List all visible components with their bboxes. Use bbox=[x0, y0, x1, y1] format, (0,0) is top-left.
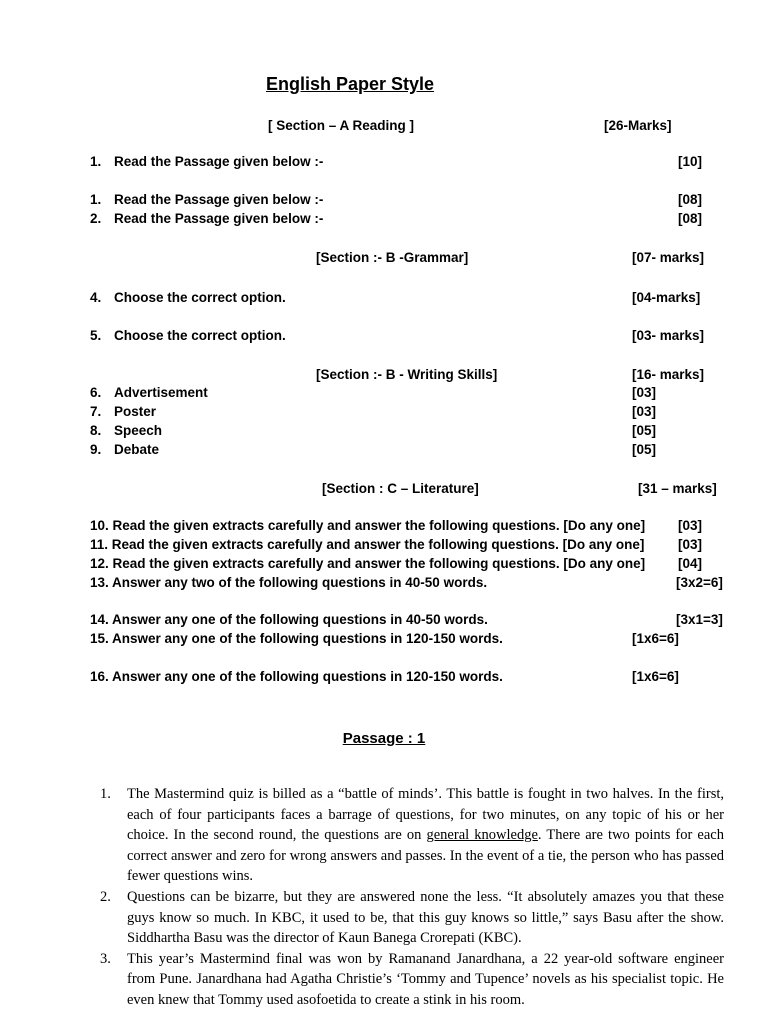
question-number: 13. bbox=[90, 575, 109, 590]
paragraph-number: 1. bbox=[100, 786, 111, 802]
passage-paragraph bbox=[100, 949, 724, 1011]
question-marks: [05] bbox=[632, 442, 657, 457]
question-marks: [1x6=6] bbox=[632, 631, 679, 646]
question-number: 15. bbox=[90, 631, 109, 646]
question-marks: [03] bbox=[632, 385, 657, 400]
paragraph-text: Questions can be bizarre, but they are answered none the less. “It absolutely amazes you that these guys know so much. In KBC, it used to be, that this guy knows so little,” says Basu after the show. Siddhartha Basu was the director of Kaun Banega Crorepati (KBC). bbox=[127, 888, 724, 947]
question-number: 5. bbox=[90, 328, 102, 343]
question-number: 8. bbox=[90, 423, 102, 438]
question-marks: [04] bbox=[678, 556, 703, 571]
passage-paragraph bbox=[100, 784, 724, 887]
question-number: 1. bbox=[90, 154, 102, 169]
question-number: 14. bbox=[90, 612, 109, 627]
question-text: Read the Passage given below :- bbox=[114, 192, 324, 207]
question-text: Poster bbox=[114, 404, 157, 419]
question-text: Debate bbox=[114, 442, 160, 457]
section-c-marks: [31 – marks] bbox=[638, 481, 717, 496]
question-text: Read the given extracts carefully and answer the following questions. [Do any one] bbox=[111, 537, 645, 552]
question-item bbox=[90, 421, 162, 440]
question-item bbox=[90, 402, 156, 421]
paragraph-text bbox=[127, 784, 724, 887]
paragraph-number: 2. bbox=[100, 888, 111, 905]
section-c-heading: [Section : C – Literature] bbox=[322, 481, 479, 496]
question-item bbox=[90, 326, 286, 345]
question-marks: [10] bbox=[678, 154, 703, 169]
question-number: 1. bbox=[90, 192, 102, 207]
paragraph-number: 3. bbox=[100, 950, 111, 967]
question-marks: [03] bbox=[678, 518, 703, 533]
question-item bbox=[90, 152, 323, 171]
passage-title: Passage : 1 bbox=[342, 730, 426, 747]
paragraph-text-part: The Mastermind quiz is billed as a “battle of minds’. This battle is fought in two halves. In the first, each of four participants faces a barrage of questions, for two minutes, on any topic of his or her choice. In the second round, the questions are on bbox=[127, 786, 724, 844]
question-marks: [3x2=6] bbox=[676, 575, 723, 590]
question-number: 2. bbox=[90, 211, 102, 226]
question-item bbox=[90, 554, 645, 573]
underlined-phrase: general knowledge bbox=[426, 827, 538, 844]
section-a-heading: [ Section – A Reading ] bbox=[268, 118, 415, 133]
question-marks: [08] bbox=[678, 192, 703, 207]
question-text: Answer any one of the following questions in 40-50 words. bbox=[112, 612, 488, 627]
passage-body bbox=[100, 784, 724, 1011]
question-text: Answer any two of the following questions in 40-50 words. bbox=[112, 575, 488, 590]
question-marks: [03] bbox=[678, 537, 703, 552]
question-item bbox=[90, 573, 487, 592]
question-item bbox=[90, 516, 645, 535]
question-text: Choose the correct option. bbox=[114, 328, 286, 343]
question-number: 4. bbox=[90, 290, 102, 305]
section-b-grammar-marks: [07- marks] bbox=[632, 250, 705, 265]
question-number: 7. bbox=[90, 404, 102, 419]
question-number: 11. bbox=[90, 537, 109, 552]
passage-paragraph bbox=[100, 887, 724, 949]
question-text: Advertisement bbox=[114, 385, 208, 400]
question-number: 10. bbox=[90, 518, 109, 533]
question-marks: [04-marks] bbox=[632, 290, 701, 305]
question-item bbox=[90, 209, 323, 228]
question-marks: [3x1=3] bbox=[676, 612, 723, 627]
section-a-marks: [26-Marks] bbox=[604, 118, 672, 133]
paragraph-text-part: . There are two points for each correct answer and zero for wrong answers and passes. In the event of a tie, the person who has passed fewer questions wins. bbox=[127, 827, 724, 885]
question-item bbox=[90, 288, 286, 307]
question-item bbox=[90, 629, 503, 648]
question-text: Read the given extracts carefully and answer the following questions. [Do any one] bbox=[112, 556, 646, 571]
question-number: 12. bbox=[90, 556, 109, 571]
section-b-writing-marks: [16- marks] bbox=[632, 367, 705, 382]
question-text: Answer any one of the following questions in 120-150 words. bbox=[112, 631, 503, 646]
question-marks: [03] bbox=[632, 404, 657, 419]
question-marks: [1x6=6] bbox=[632, 669, 679, 684]
question-number: 9. bbox=[90, 442, 102, 457]
question-marks: [08] bbox=[678, 211, 703, 226]
question-text: Choose the correct option. bbox=[114, 290, 286, 305]
question-text: Read the given extracts carefully and answer the following questions. [Do any one] bbox=[112, 518, 646, 533]
section-b-grammar-heading: [Section :- B -Grammar] bbox=[316, 250, 469, 265]
question-item bbox=[90, 667, 503, 686]
question-text: Answer any one of the following questions in 120-150 words. bbox=[112, 669, 503, 684]
question-marks: [05] bbox=[632, 423, 657, 438]
section-b-writing-heading: [Section :- B - Writing Skills] bbox=[316, 367, 498, 382]
question-text: Read the Passage given below :- bbox=[114, 211, 324, 226]
question-text: Speech bbox=[114, 423, 163, 438]
question-item bbox=[90, 383, 208, 402]
question-text: Read the Passage given below :- bbox=[114, 154, 324, 169]
question-marks: [03- marks] bbox=[632, 328, 705, 343]
question-item bbox=[90, 610, 488, 629]
paper-title: English Paper Style bbox=[265, 74, 435, 94]
question-number: 6. bbox=[90, 385, 102, 400]
question-item bbox=[90, 535, 644, 554]
question-item bbox=[90, 440, 159, 459]
question-item bbox=[90, 190, 323, 209]
question-number: 16. bbox=[90, 669, 109, 684]
paragraph-text: This year’s Mastermind final was won by Ramanand Janardhana, a 22 year-old software engineer from Pune. Janardhana had Agatha Christie’s ‘Tommy and Tupence’ novels as his specialist topic. He even knew that Tommy used asofoetida to create a stink in his room. bbox=[127, 950, 724, 1008]
